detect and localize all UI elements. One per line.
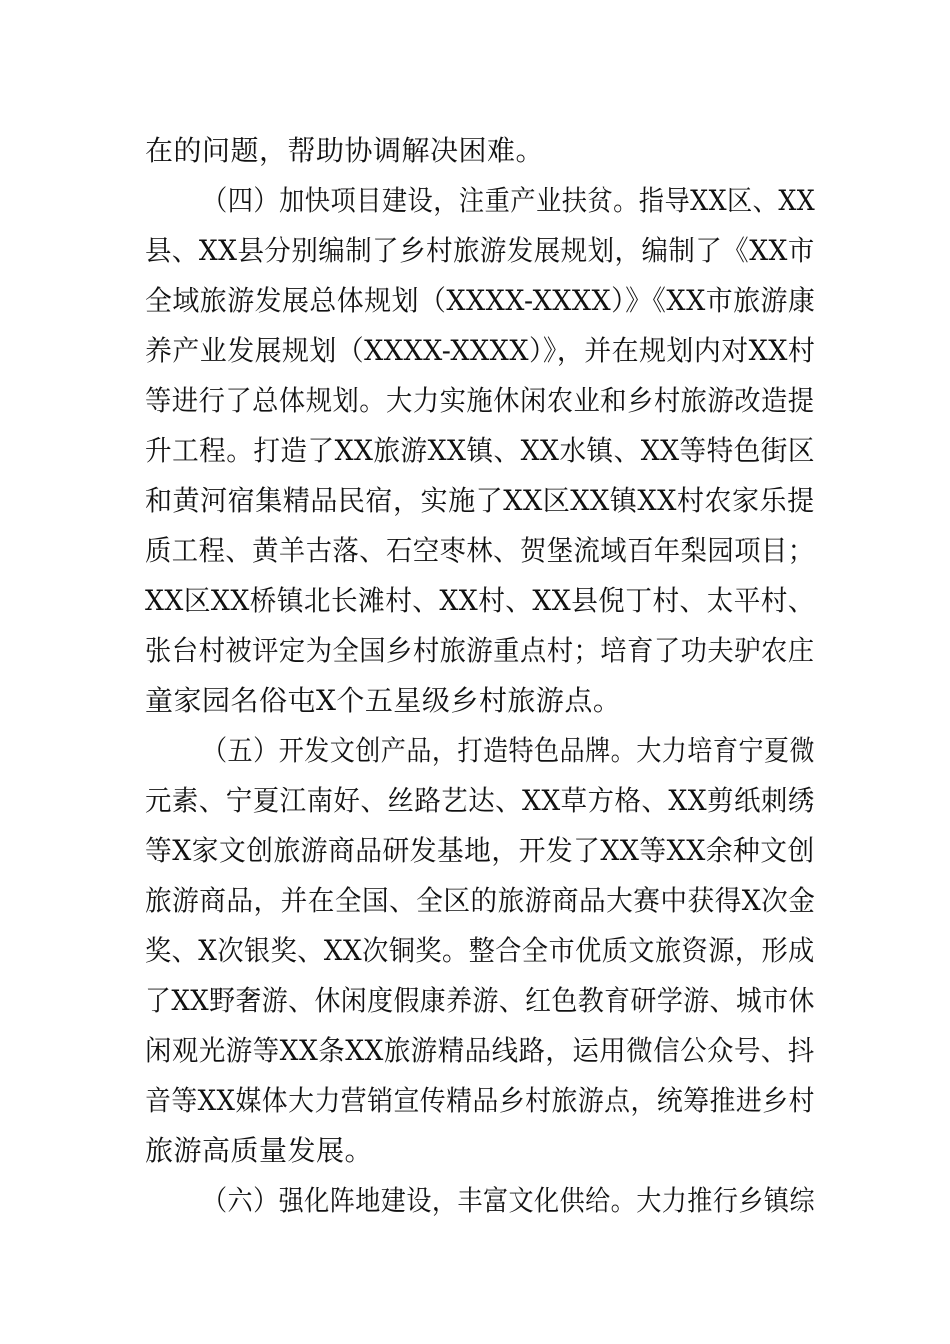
text-line: 全域旅游发展总体规划（XXXX-XXXX）》《XX市旅游康	[145, 284, 816, 317]
text-line: 养产业发展规划（XXXX-XXXX）》，并在规划内对XX村	[145, 334, 816, 367]
text-line: 在的问题，帮助协调解决困难。	[145, 134, 545, 167]
text-line: 旅游高质量发展。	[145, 1134, 374, 1167]
text-line: 了XX野奢游、休闲度假康养游、红色教育研学游、城市休	[145, 984, 815, 1017]
text-line: 质工程、黄羊古落、石空枣林、贺堡流域百年梨园项目；	[145, 534, 815, 567]
text-line: 等进行了总体规划。大力实施休闲农业和乡村旅游改造提	[145, 384, 815, 417]
text-line: 元素、宁夏江南好、丝路艺达、XX草方格、XX剪纸刺绣	[145, 784, 815, 817]
text-line: 张台村被评定为全国乡村旅游重点村；培育了功夫驴农庄	[145, 634, 815, 667]
text-line: 等X家文创旅游商品研发基地，开发了XX等XX余种文创	[145, 834, 815, 867]
text-line: 童家园名俗屯X个五星级乡村旅游点。	[145, 684, 622, 717]
text-line: 奖、X次银奖、XX次铜奖。整合全市优质文旅资源，形成	[145, 934, 815, 967]
paragraph-heading-line: （六）强化阵地建设，丰富文化供给。大力推行乡镇综	[202, 1184, 816, 1217]
text-line: 旅游商品，并在全国、全区的旅游商品大赛中获得X次金	[145, 884, 816, 917]
paragraph-heading-line: （四）加快项目建设，注重产业扶贫。指导XX区、XX	[202, 184, 816, 217]
text-line: 闲观光游等XX条XX旅游精品线路，运用微信公众号、抖	[145, 1034, 815, 1067]
text-line: 音等XX媒体大力营销宣传精品乡村旅游点，统筹推进乡村	[145, 1084, 815, 1117]
text-line: 升工程。打造了XX旅游XX镇、XX水镇、XX等特色街区	[145, 434, 815, 467]
text-line: XX区XX桥镇北长滩村、XX村、XX县倪丁村、太平村、	[145, 584, 815, 617]
text-line: 县、XX县分别编制了乡村旅游发展规划，编制了《XX市	[145, 234, 815, 267]
paragraph-heading-line: （五）开发文创产品，打造特色品牌。大力培育宁夏微	[202, 734, 816, 767]
text-line: 和黄河宿集精品民宿，实施了XX区XX镇XX村农家乐提	[145, 484, 815, 517]
